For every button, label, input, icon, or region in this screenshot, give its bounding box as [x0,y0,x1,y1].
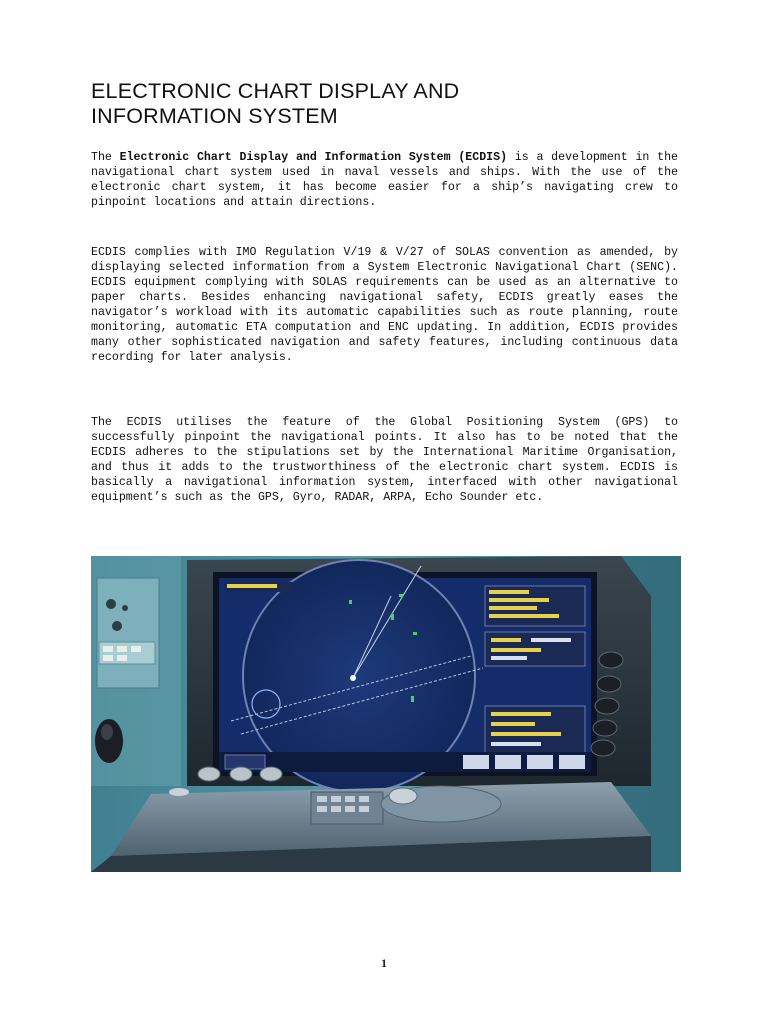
trackball-left [95,719,123,763]
paragraph-compliance: ECDIS complies with IMO Regulation V/19 & V/27 of SOLAS convention as amended, by displaying selected information from a System Electronic Navigational Chart (SENC). ECDIS equipment complying with SOLAS requirements can be used as an alternative to paper charts. Besides enhancing navigational safety, ECDIS greatly eases the navigator’s workload with its automatic capabilities such as route planning, route monitoring, automatic ETA computation and ENC updating. In addition, ECDIS provides many other sophisticated navigation and safety features, including continuous data recording for later analysis. [91,246,678,364]
page-number: 1 [381,956,387,970]
ecdis-console-photo [91,556,681,872]
left-control-panel [97,578,159,688]
title-line-1: ELECTRONIC CHART DISPLAY AND [91,79,460,103]
monitor [187,556,651,792]
p1-post: is a development in the navigational chart system used in naval vessels and ships. With the use of the electronic chart system, it has become easier for a ship’s navigating crew to pinpoint locations and attain directions. [91,151,678,209]
document-title [91,79,691,129]
trackball-desk [381,786,501,822]
paragraph-gps: The ECDIS utilises the feature of the Global Positioning System (GPS) to successfully pinpoint the navigational points. It also has to be noted that the ECDIS adheres to the stipulations set by the International Maritime Organisation, and thus it adds to the trustworthiness of the electronic chart system. ECDIS is basically a navigational information system, interfaced with other navigational equipment’s such as the GPS, Gyro, RADAR, ARPA, Echo Sounder etc. [91,416,678,504]
keypad [311,792,383,824]
paragraph-intro [91,150,678,210]
p1-bold-term: Electronic Chart Display and Information System (ECDIS) [119,151,508,164]
p1-pre: The [91,151,120,164]
title-line-2: INFORMATION SYSTEM [91,104,338,128]
